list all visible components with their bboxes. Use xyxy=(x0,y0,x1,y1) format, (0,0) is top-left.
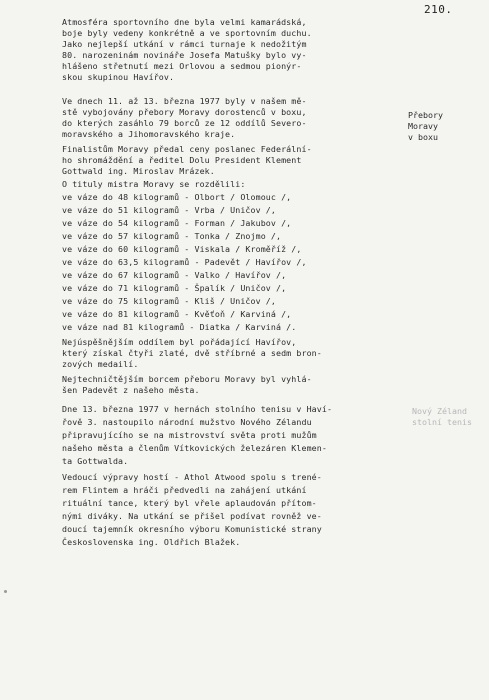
text-line: moravského a Jihomoravského kraje. xyxy=(62,129,236,139)
margin-note-line: Přebory xyxy=(408,110,443,120)
text-line: rituální tance, který byl vřele aplaudován přítom- xyxy=(62,498,317,508)
list-item: ve váze do 48 kilogramů - Olbort / Olomouc /, xyxy=(62,192,292,202)
list-item: ve váze do 54 kilogramů - Forman / Jakubov /, xyxy=(62,218,292,228)
text-line: Jako nejlepší utkání v rámci turnaje k nedožitým xyxy=(62,39,307,49)
margin-note-line: Moravy xyxy=(408,121,438,131)
text-line: řově 3. nastoupilo národní mužstvo Nového Zélandu xyxy=(62,417,312,427)
list-item: ve váze do 67 kilogramů - Valko / Havířov /, xyxy=(62,270,287,280)
text-line: nými diváky. Na utkání se přišel podívat rovněž ve- xyxy=(62,511,322,521)
text-line: ho shromáždění a ředitel Dolu President Klement xyxy=(62,155,302,165)
text-line: Ve dnech 11. až 13. března 1977 byly v našem mě- xyxy=(62,96,307,106)
margin-note-line: Nový Zéland xyxy=(412,406,467,416)
text-line: ta Gottwalda. xyxy=(62,456,129,466)
list-item: ve váze do 71 kilogramů - Špalík / Uničov /, xyxy=(62,283,287,293)
text-line: hlášeno střetnutí mezi Orlovou a sedmou pionýr- xyxy=(62,61,302,71)
text-line: 80. narozeninám novináře Josefa Matušky bylo vy- xyxy=(62,50,307,60)
text-line: našeho města a členům Vítkovických železáren Klemen- xyxy=(62,443,327,453)
text-line: který získal čtyři zlaté, dvě stříbrné a sedm bron- xyxy=(62,348,322,358)
text-line: doucí tajemník okresního výboru Komunistické strany xyxy=(62,524,322,534)
text-line: Finalistům Moravy předal ceny poslanec Federální- xyxy=(62,144,312,154)
list-item: ve váze do 60 kilogramů - Viskala / Kroměříž /, xyxy=(62,244,302,254)
list-item: ve váze do 81 kilogramů - Kvěťoň / Karviná /, xyxy=(62,309,292,319)
text-line: Nejtechničtějším borcem přeboru Moravy byl vyhlá- xyxy=(62,374,312,384)
text-line: O tituly mistra Moravy se rozdělili: xyxy=(62,179,246,189)
text-line: Atmosféra sportovního dne byla velmi kamarádská, xyxy=(62,17,307,27)
margin-note-line: stolní tenis xyxy=(412,417,472,427)
list-item: ve váze do 57 kilogramů - Tonka / Znojmo /, xyxy=(62,231,282,241)
text-line: Vedoucí výpravy hostí - Athol Atwood spolu s trené- xyxy=(62,472,322,482)
text-line: rem Flintem a hráči předvedli na zahájení utkání xyxy=(62,485,307,495)
text-line: Gottwald ing. Miroslav Mrázek. xyxy=(62,166,215,176)
text-line: Československa ing. Oldřich Blažek. xyxy=(62,537,241,547)
list-item: ve váze nad 81 kilogramů - Diatka / Karviná /. xyxy=(62,322,297,332)
list-item: ve váze do 51 kilogramů - Vrba / Uničov /, xyxy=(62,205,276,215)
text-line: Dne 13. března 1977 v hernách stolního tenisu v Haví- xyxy=(62,404,333,414)
text-line: do kterých zasáhlo 79 borců ze 12 oddílů Severo- xyxy=(62,118,307,128)
punch-hole-mark xyxy=(4,590,7,593)
text-line: zových medailí. xyxy=(62,359,139,369)
page-number: 210. xyxy=(424,3,453,16)
text-line: šen Padevět z našeho města. xyxy=(62,385,200,395)
text-line: stě vybojovány přebory Moravy dorostenců v boxu, xyxy=(62,107,307,117)
text-line: skou skupinou Havířov. xyxy=(62,72,175,82)
list-item: ve váze do 75 kilogramů - Kliš / Uničov /, xyxy=(62,296,276,306)
margin-note-line: v boxu xyxy=(408,132,438,142)
list-item: ve váze do 63,5 kilogramů - Padevět / Havířov /, xyxy=(62,257,307,267)
text-line: boje byly vedeny konkrétně a ve sportovním duchu. xyxy=(62,28,312,38)
text-line: Nejúspěšnějším oddílem byl pořádající Havířov, xyxy=(62,337,297,347)
text-line: připravujícího se na mistrovství světa proti mužům xyxy=(62,430,317,440)
